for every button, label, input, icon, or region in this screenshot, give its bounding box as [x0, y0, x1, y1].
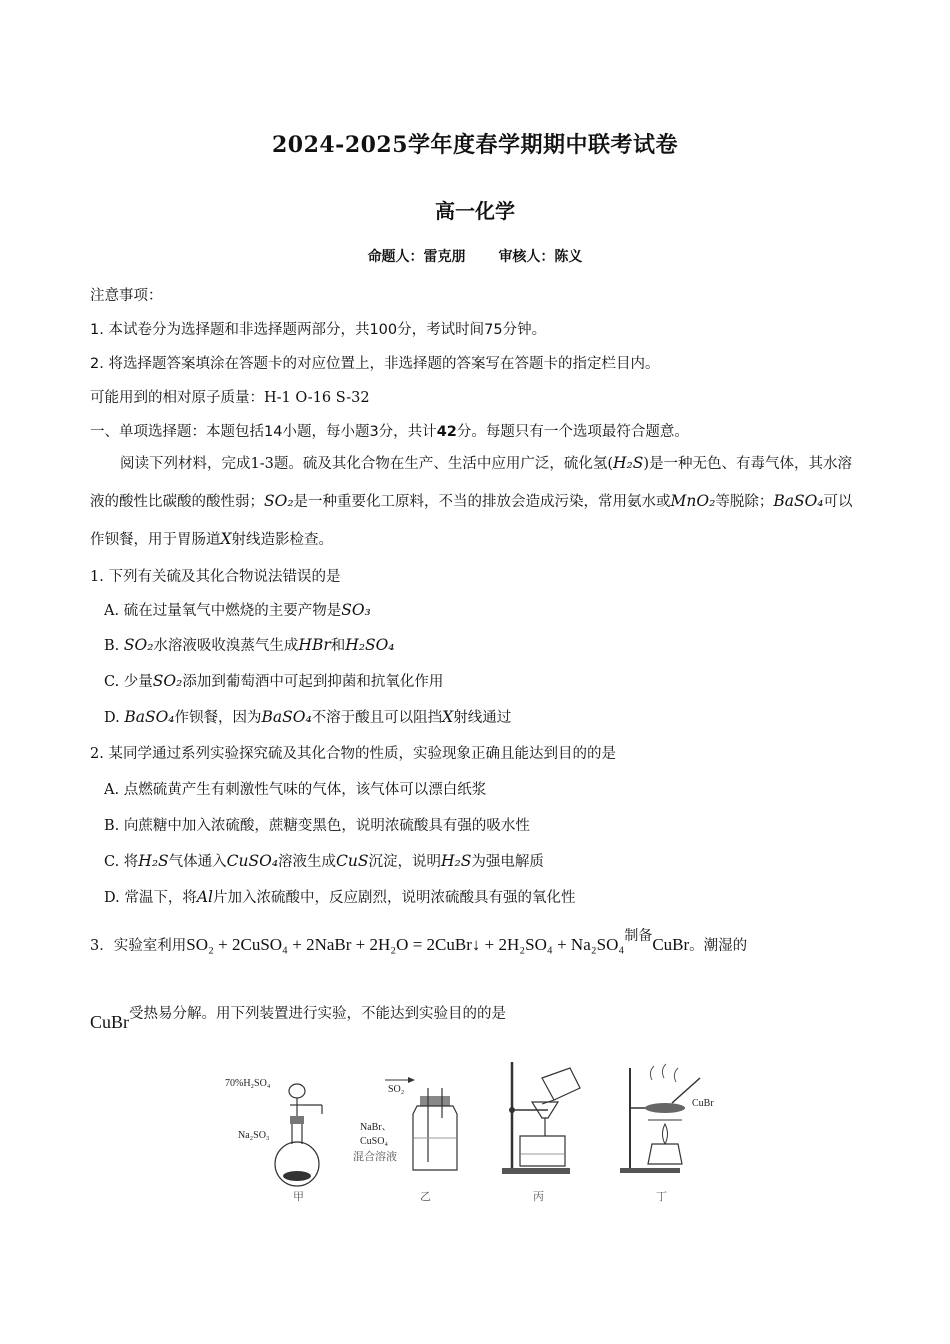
q1-option-d-text-2: 不溶于酸且可以阻挡: [311, 710, 443, 726]
nabr-label: NaBr、: [360, 1122, 392, 1133]
author: 命题人：雷克朋: [367, 249, 466, 265]
acid-label: 70%H₂SO₄: [225, 1078, 271, 1089]
formula-so2: SO₂: [152, 672, 183, 690]
passage-text-4: 等脱除；: [715, 494, 774, 510]
q2-option-d-text: 片加入浓硫酸中，反应剧烈，说明浓硫酸具有强的氧化性: [212, 890, 576, 906]
q1-option-d-prefix: D.: [104, 710, 125, 726]
q1-option-b: [104, 634, 395, 655]
formula-baso4: BaSO₄: [261, 708, 312, 726]
section-heading: [90, 420, 689, 441]
formula-so2: SO₂: [123, 636, 154, 654]
formula-h2so4: H₂SO₄: [345, 636, 395, 654]
reading-passage: 阅读下列材料，完成1-3题。硫及其化合物在生产、生活中应用广泛，硫化氢(H₂S)是一种无色、有毒气体，其水溶液的酸性比碳酸的酸性弱；SO₂是一种重要化工原料，不当的排放会造成污染，常用氨水或MnO₂等脱除；BaSO₄可以作钡餐，用于胃肠道X射线造影检查。: [90, 454, 853, 548]
note-item-2: 2. 将选择题答案填涂在答题卡的对应位置上，非选择题的答案写在答题卡的指定栏目内。: [90, 356, 660, 372]
q1-option-c-prefix: C. 少量: [104, 674, 153, 690]
q3-stem-suffix: 。潮湿的: [689, 938, 748, 954]
apparatus-ding: [620, 1064, 714, 1203]
q3-stem-text: 受热易分解。用下列装置进行实验，不能达到实验目的的是: [129, 1006, 507, 1022]
passage-text-6: 射线造影检查。: [231, 532, 334, 548]
formula-cus: CuS: [336, 852, 369, 870]
q2-option-c-text-4: 为强电解质: [471, 854, 544, 870]
na2so3-label: Na₂SO₃: [238, 1130, 270, 1141]
question-2-stem: 2. 某同学通过系列实验探究硫及其化合物的性质，实验现象正确且能达到目的的是: [90, 746, 616, 762]
formula-h2s: H₂S: [138, 852, 169, 870]
formula-x: X: [442, 708, 454, 726]
reviewer: 审核人：陈义: [498, 249, 583, 265]
cuso4-label: CuSO₄: [360, 1136, 388, 1147]
q2-option-d-prefix: D. 常温下，将: [104, 890, 197, 906]
q1-option-a: [104, 599, 371, 620]
section-heading-a: 一、单项选择题：本题包括14小题，每小题3分，共计: [90, 424, 437, 440]
figure-label-ding: 丁: [656, 1190, 667, 1203]
formula-baso4: BaSO₄: [124, 708, 175, 726]
formula-al: Al: [196, 888, 213, 906]
q1-option-d: [104, 706, 511, 727]
figure-label-jia: 甲: [293, 1190, 304, 1203]
question-1-stem: 1. 下列有关硫及其化合物说法错误的是: [90, 569, 341, 585]
q1-option-b-and: 和: [330, 638, 346, 654]
q1-option-b-prefix: B.: [104, 638, 124, 654]
section-points: 42: [436, 424, 457, 440]
q2-option-d: [104, 886, 575, 907]
apparatus-yi: [353, 1077, 457, 1203]
mixed-solution-label: 混合溶液: [353, 1150, 397, 1163]
q2-option-c-prefix: C. 将: [104, 854, 139, 870]
q2-option-b: B. 向蔗糖中加入浓硫酸，蔗糖变黑色，说明浓硫酸具有强的吸水性: [104, 818, 530, 834]
atomic-mass-line: 可能用到的相对原子质量：H-1 O-16 S-32: [90, 390, 370, 406]
q2-option-c-text-3: 沉淀，说明: [368, 854, 442, 870]
section-heading-b: 分。每题只有一个选项最符合题意。: [456, 424, 689, 440]
apparatus-figure: [220, 1058, 740, 1208]
so2-label: SO₂: [388, 1084, 405, 1095]
formula-mno2: MnO₂: [670, 492, 716, 510]
q2-option-c: [104, 850, 544, 871]
page-title: 2024-2025学年度春学期期中联考试卷: [271, 132, 679, 158]
formula-cuso4: CuSO₄: [226, 852, 279, 870]
formula-h2s: H₂S: [613, 454, 644, 472]
figure-label-bing: 丙: [533, 1190, 544, 1203]
authors-line: [0, 246, 950, 266]
formula-hbr: HBr: [298, 636, 331, 654]
cubr-label: CuBr: [692, 1098, 714, 1109]
q1-option-d-text-1: 作钡餐，因为: [174, 710, 262, 726]
formula-h2s: H₂S: [441, 852, 472, 870]
q1-option-c: [104, 670, 443, 691]
formula-cubr: CuBr: [90, 1012, 130, 1032]
chemical-equation: SO₂ + 2CuSO₄ + 2NaBr + 2H₂O = 2CuBr↓ + 2H₂SO₄ + Na₂SO₄: [186, 935, 625, 954]
q1-option-a-text: A. 硫在过量氧气中燃烧的主要产物是: [104, 603, 342, 619]
formula-x: X: [220, 530, 232, 548]
notes-heading: 注意事项：: [90, 288, 163, 304]
passage-text-2: 是一种无色、有毒气体，其水溶液的酸性比碳酸的酸性弱；: [90, 456, 853, 510]
q2-option-c-text-1: 气体通入: [168, 854, 227, 870]
figure-label-yi: 乙: [420, 1190, 431, 1203]
question-3-stem-line-1: [90, 925, 747, 955]
q1-option-d-text-3: 射线通过: [453, 710, 512, 726]
formula-baso4: BaSO₄: [773, 492, 824, 510]
apparatus-bing: [502, 1062, 580, 1203]
note-item-1: 1. 本试卷分为选择题和非选择题两部分，共100分，考试时间75分钟。: [90, 322, 547, 338]
passage-text-5: 可以作钡餐，用于胃肠道: [90, 494, 853, 548]
q1-option-c-text: 添加到葡萄酒中可起到抑菌和抗氧化作用: [182, 674, 444, 690]
page-subtitle: 高一化学: [435, 199, 515, 223]
q2-option-c-text-2: 溶液生成: [278, 854, 337, 870]
formula-so2: SO₂: [264, 492, 294, 510]
formula-cubr: CuBr: [652, 935, 690, 954]
apparatus-jia: [225, 1078, 322, 1203]
passage-text-3: 是一种重要化工原料，不当的排放会造成污染，常用氨水或: [293, 494, 671, 510]
passage-text-1: 阅读下列材料，完成1-3题。硫及其化合物在生产、生活中应用广泛，硫化氢: [120, 456, 608, 472]
q3-stem-prefix: 3．实验室利用: [90, 938, 187, 954]
question-3-stem-line-2: [90, 1002, 506, 1033]
q1-option-b-text: 水溶液吸收溴蒸气生成: [153, 638, 299, 654]
formula-so3: SO₃: [341, 601, 371, 619]
q2-option-a: A. 点燃硫黄产生有刺激性气味的气体，该气体可以漂白纸浆: [104, 782, 487, 798]
q3-zhibei: 制备: [624, 928, 653, 944]
